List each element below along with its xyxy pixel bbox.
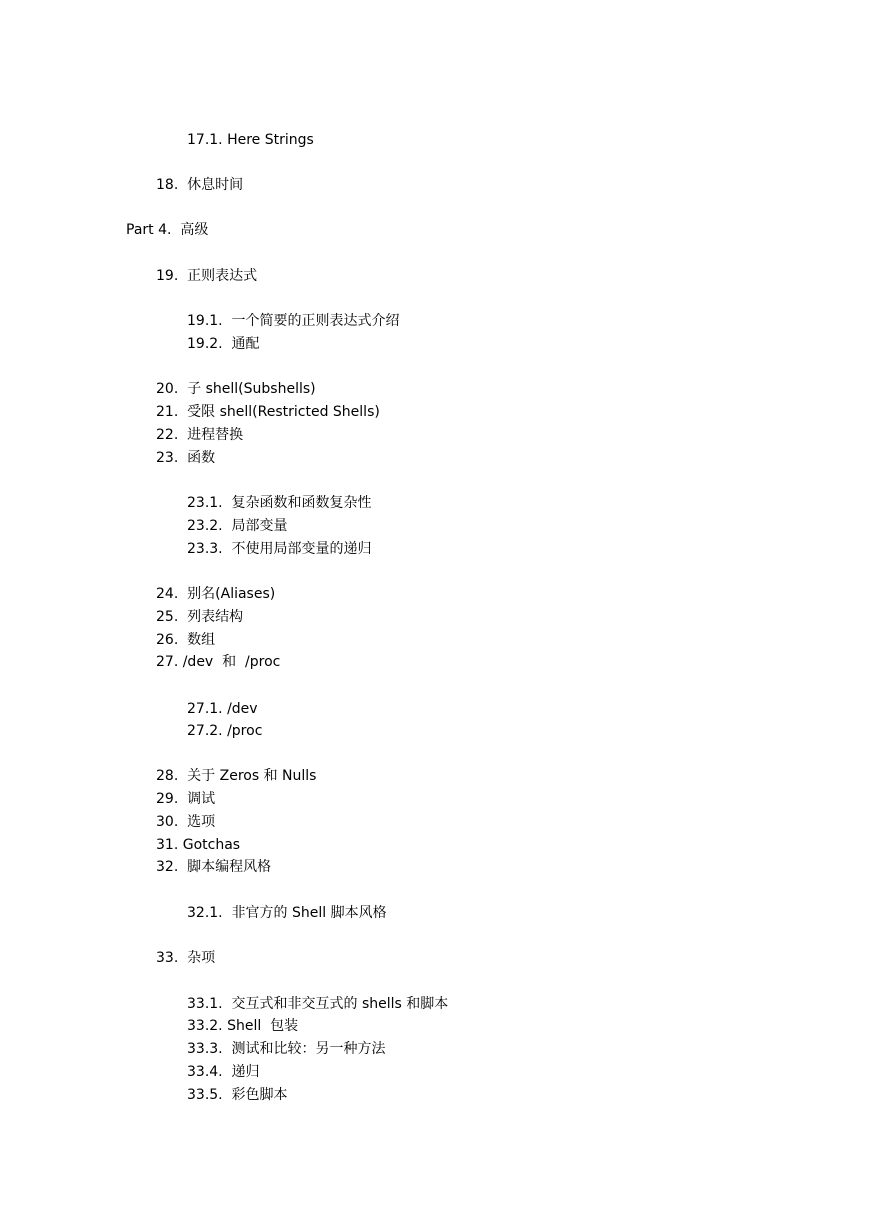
toc-entry-20: 20. 子 shell(Subshells): [156, 381, 316, 397]
toc-entry-25: 25. 列表结构: [156, 609, 244, 625]
toc-entry-19: 19. 正则表达式: [156, 268, 258, 284]
toc-entry-27-2: 27.2. /proc: [187, 723, 263, 739]
toc-entry-32: 32. 脚本编程风格: [156, 859, 272, 875]
toc-entry-33-4: 33.4. 递归: [187, 1064, 260, 1080]
toc-entry-32-1: 32.1. 非官方的 Shell 脚本风格: [187, 905, 387, 921]
toc-entry-27: 27. /dev 和 /proc: [156, 654, 281, 670]
toc-entry-33: 33. 杂项: [156, 950, 216, 966]
toc-entry-23-1: 23.1. 复杂函数和函数复杂性: [187, 495, 372, 511]
toc-entry-33-3: 33.3. 测试和比较：另一种方法: [187, 1041, 386, 1057]
toc-entry-19-2: 19.2. 通配: [187, 336, 260, 352]
toc-entry-33-1: 33.1. 交互式和非交互式的 shells 和脚本: [187, 996, 449, 1012]
toc-entry-30: 30. 选项: [156, 814, 216, 830]
toc-entry-24: 24. 别名(Aliases): [156, 586, 276, 602]
toc-entry-31: 31. Gotchas: [156, 837, 241, 853]
toc-entry-26: 26. 数组: [156, 632, 216, 648]
toc-entry-22: 22. 进程替换: [156, 427, 244, 443]
toc-entry-28: 28. 关于 Zeros 和 Nulls: [156, 768, 317, 784]
toc-entry-19-1: 19.1. 一个简要的正则表达式介绍: [187, 313, 400, 329]
toc-entry-23-2: 23.2. 局部变量: [187, 518, 288, 534]
toc-entry-23-3: 23.3. 不使用局部变量的递归: [187, 541, 372, 557]
toc-entry-17-1: 17.1. Here Strings: [187, 132, 314, 148]
toc-part-4: Part 4. 高级: [126, 222, 209, 238]
toc-entry-33-2: 33.2. Shell 包装: [187, 1018, 299, 1034]
toc-entry-21: 21. 受限 shell(Restricted Shells): [156, 404, 380, 420]
toc-entry-33-5: 33.5. 彩色脚本: [187, 1087, 288, 1103]
toc-entry-27-1: 27.1. /dev: [187, 701, 258, 717]
toc-entry-23: 23. 函数: [156, 450, 216, 466]
toc-entry-29: 29. 调试: [156, 791, 216, 807]
toc-entry-18: 18. 休息时间: [156, 177, 244, 193]
